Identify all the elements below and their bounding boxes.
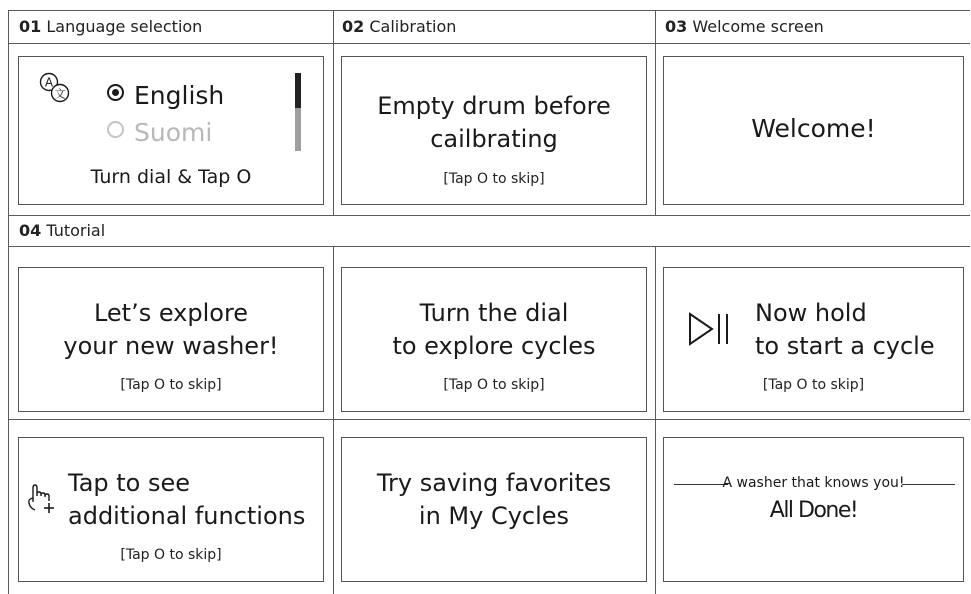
skip-hint: [Tap O to skip] xyxy=(120,377,222,393)
svg-text:文: 文 xyxy=(54,87,66,101)
row-divider xyxy=(8,215,970,216)
tutorial-screen-start xyxy=(663,267,964,412)
welcome-screen xyxy=(663,56,964,205)
section-label-calibration xyxy=(342,17,456,37)
skip-hint: [Tap O to skip] xyxy=(443,377,545,393)
scrollbar-thumb[interactable] xyxy=(295,73,301,108)
section-label-tutorial xyxy=(19,221,105,241)
language-scrollbar[interactable] xyxy=(295,73,301,151)
tutorial-line2: to explore cycles xyxy=(392,332,596,360)
language-screen xyxy=(18,56,324,205)
section-number: 01 xyxy=(19,17,42,36)
calibration-screen xyxy=(341,56,647,205)
skip-hint: [Tap O to skip] xyxy=(762,377,865,393)
language-option-label: Suomi xyxy=(134,118,213,147)
row-divider xyxy=(8,246,970,247)
tutorial-screen-functions xyxy=(18,437,324,582)
language-option-suomi[interactable] xyxy=(107,118,212,147)
language-translate-icon xyxy=(38,71,72,109)
tutorial-line2: your new washer! xyxy=(63,332,279,360)
tutorial-line2: additional functions xyxy=(68,502,306,530)
tutorial-line1: Tap to see xyxy=(68,469,191,497)
tutorial-line2: to start a cycle xyxy=(755,332,935,360)
tagline-text: A washer that knows you! xyxy=(722,475,905,491)
tutorial-line1: Let’s explore xyxy=(93,299,249,327)
radio-selected-icon xyxy=(107,84,124,101)
section-title: Language selection xyxy=(46,17,203,36)
section-title: Calibration xyxy=(369,17,457,36)
language-option-label: English xyxy=(134,81,225,110)
svg-text:A: A xyxy=(44,75,54,90)
tutorial-line1: Try saving favorites xyxy=(376,469,612,497)
screens-table xyxy=(8,10,970,594)
skip-hint: [Tap O to skip] xyxy=(443,171,545,187)
language-instruction: Turn dial & Tap O xyxy=(90,166,252,188)
skip-hint: [Tap O to skip] xyxy=(120,547,222,563)
tutorial-screen-explore xyxy=(18,267,324,412)
col-divider xyxy=(333,246,334,594)
hand-tap-plus-icon xyxy=(24,482,56,520)
section-label-welcome xyxy=(665,17,824,37)
row-divider xyxy=(8,419,970,420)
welcome-text: Welcome! xyxy=(751,114,876,143)
language-option-english[interactable] xyxy=(107,81,224,110)
play-pause-icon xyxy=(688,312,734,350)
table-border-left xyxy=(8,10,9,594)
tutorial-screen-dial xyxy=(341,267,647,412)
section-label-language xyxy=(19,17,202,37)
all-done-title: All Done! xyxy=(769,498,858,523)
table-border-top xyxy=(8,10,970,11)
tutorial-screen-favorites xyxy=(341,437,647,582)
col-divider xyxy=(333,10,334,215)
section-number: 02 xyxy=(342,17,365,36)
section-title: Welcome screen xyxy=(692,17,824,36)
tutorial-line1: Turn the dial xyxy=(419,299,569,327)
tutorial-screen-done xyxy=(663,437,964,582)
section-title: Tutorial xyxy=(46,221,106,240)
col-divider xyxy=(655,246,656,594)
section-number: 03 xyxy=(665,17,688,36)
row-divider xyxy=(8,43,970,44)
tutorial-line2: in My Cycles xyxy=(418,502,570,530)
tutorial-line1: Now hold xyxy=(755,299,867,327)
radio-unselected-icon xyxy=(107,121,124,138)
calibration-line1: Empty drum before xyxy=(377,92,611,120)
calibration-line2: cailbrating xyxy=(430,125,558,153)
section-number: 04 xyxy=(19,221,42,240)
col-divider xyxy=(655,10,656,215)
